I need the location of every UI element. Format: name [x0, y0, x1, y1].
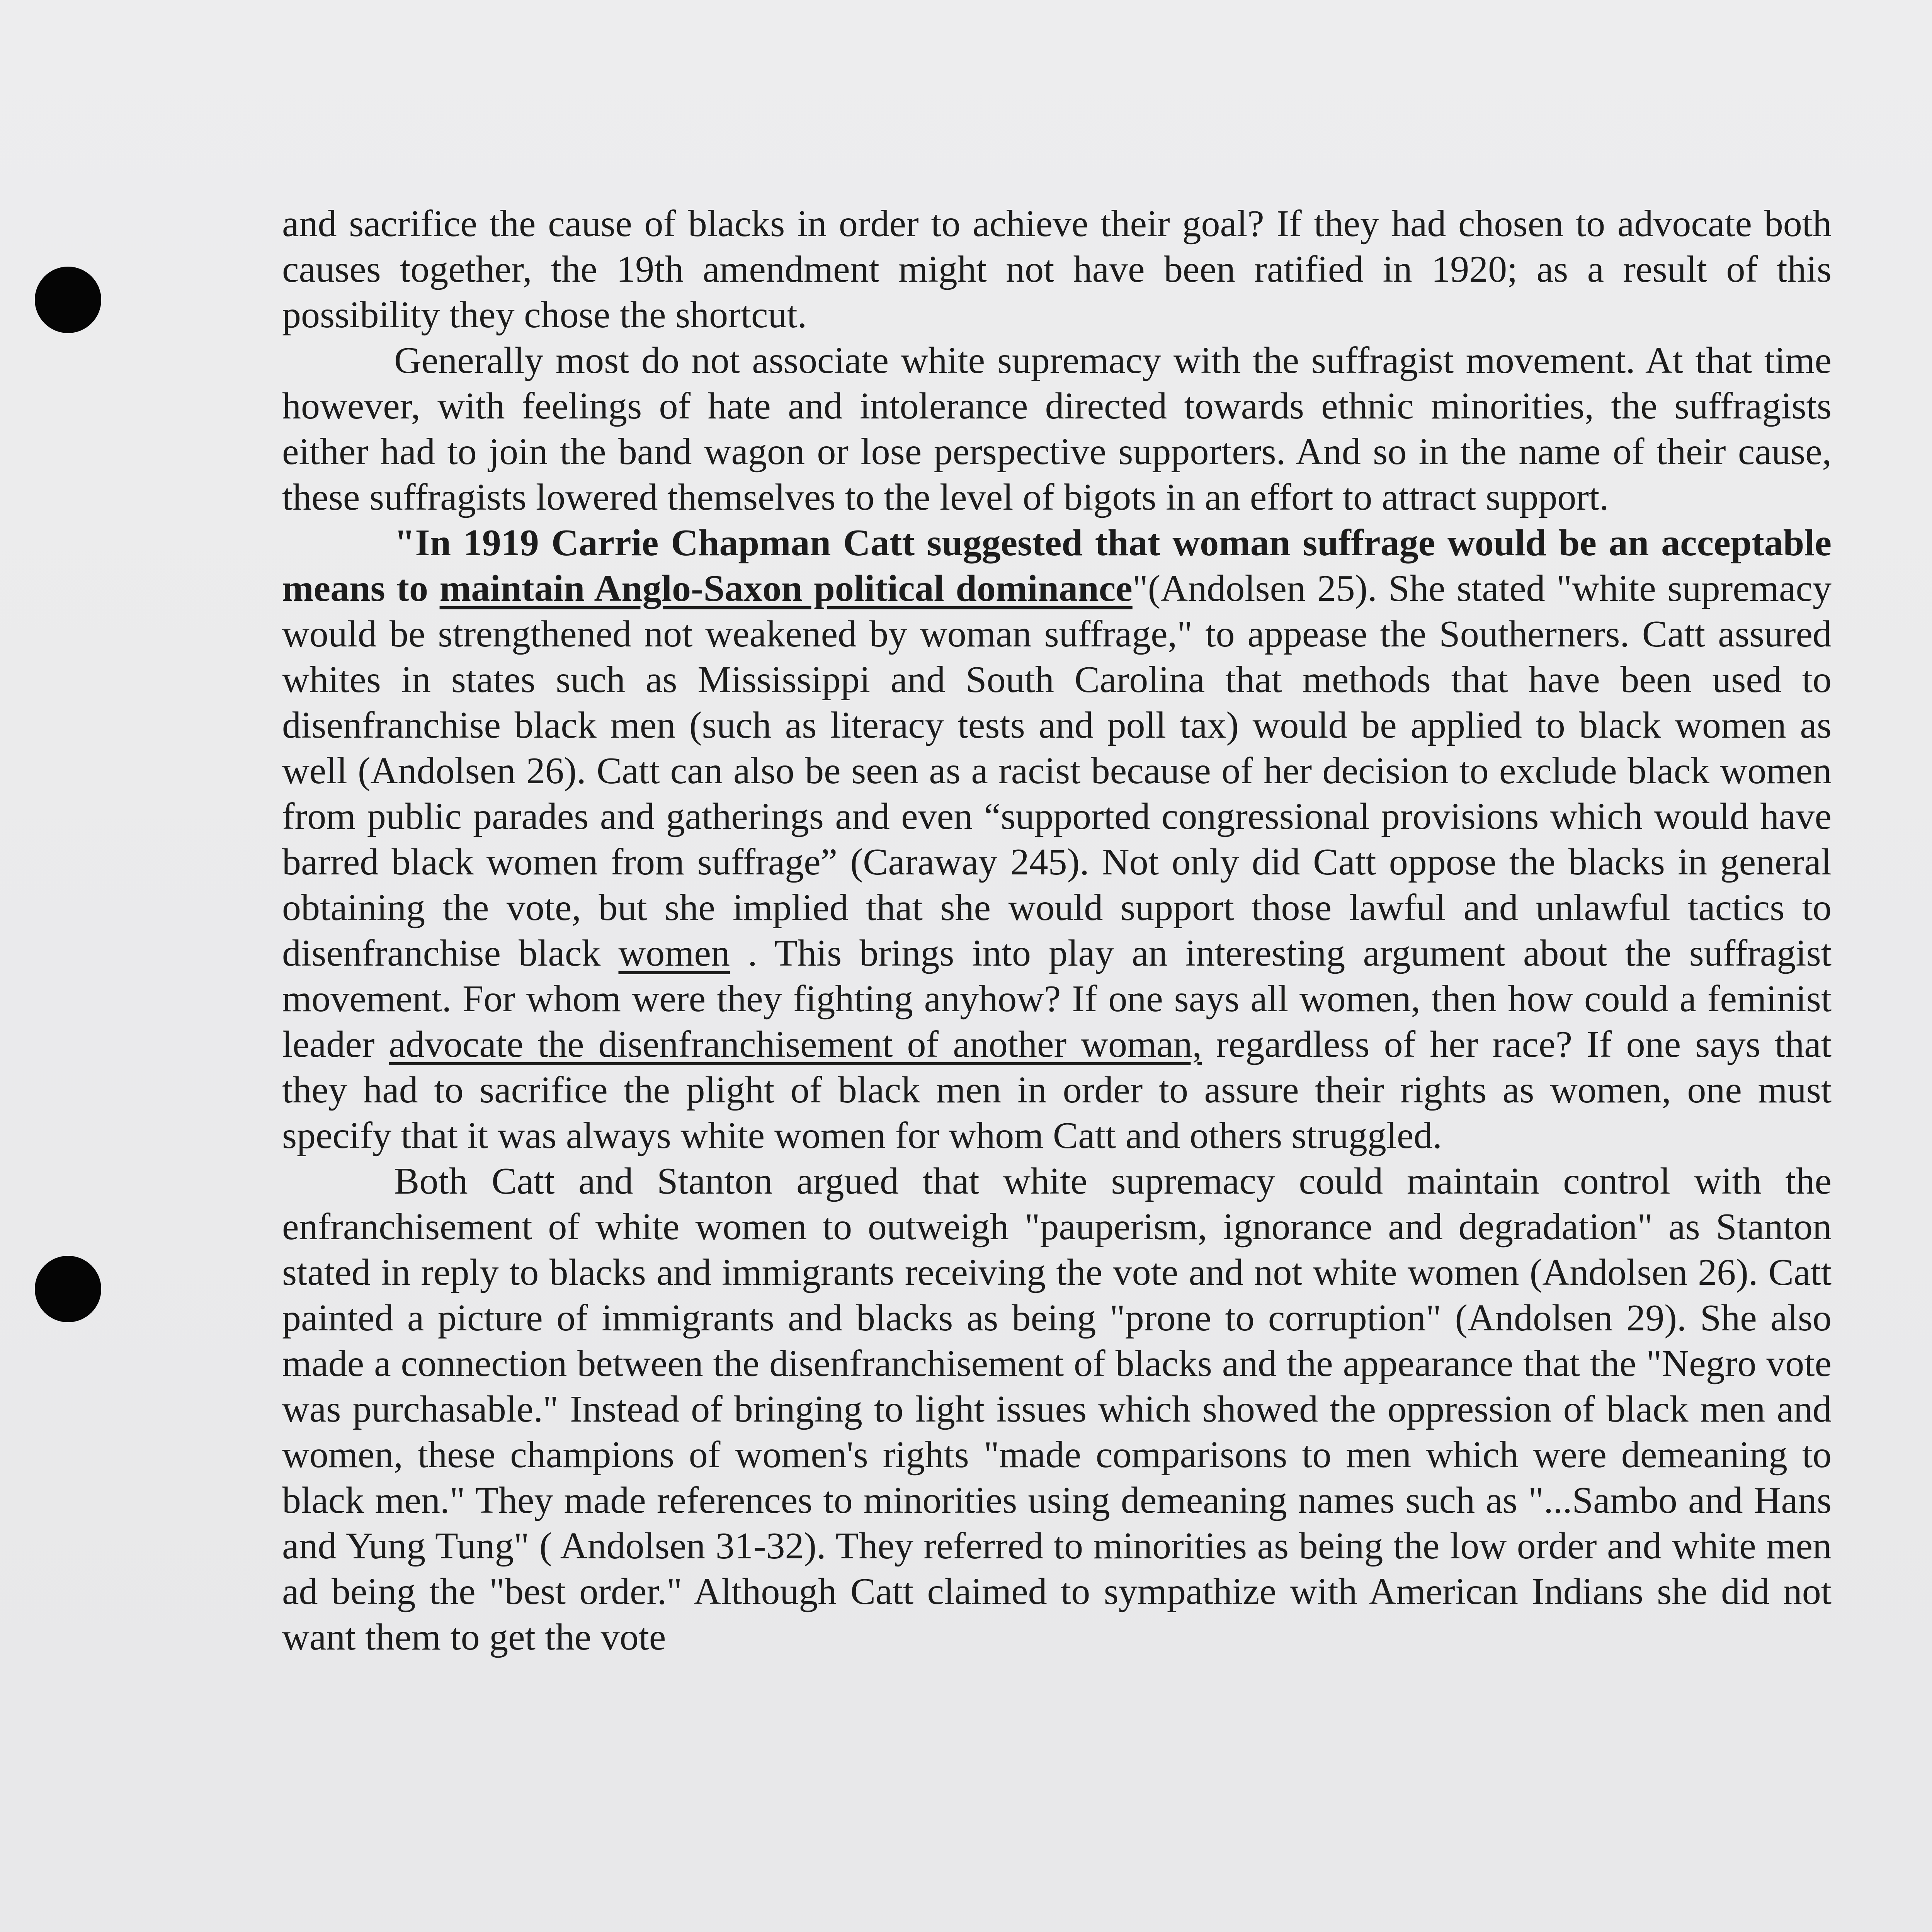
- document-body: [282, 201, 1832, 1660]
- paragraph-2: Generally most do not associate white supremacy with the suffragist movement. At that time however, with feelings of hate and intolerance directed towards ethnic minorities, the suffragists either had to join the band wagon or lose perspective supporters. And so in the name of their cause, these suffragists lowered themselves to the level of bigots in an effort to attract support.: [282, 340, 1832, 518]
- underlined-word-women: women: [618, 932, 730, 974]
- paragraph-3: [282, 520, 1832, 1158]
- paragraph-3-end: regardless of her race? If one says that they had to sacrifice the plight of black men in order to assure their rights as women, one must specify that it was always white women for whom Catt and others struggled.: [282, 1024, 1832, 1156]
- binder-hole-top: [35, 267, 101, 333]
- bold-quote: "In 1919 Carrie Chapman Catt suggested that woman suffrage would be an acceptable means to: [282, 522, 1832, 609]
- paragraph-4: Both Catt and Stanton argued that white supremacy could maintain control with the enfranchisement of white women to outweigh "pauperism, ignorance and degradation" as Stanton stated in reply to blacks and immigrants receiving the vote and not white women (Andolsen 26). Catt painted a picture of immigrants and blacks as being "prone to corruption" (Andolsen 29). She also made a connection between the disenfranchisement of blacks and the appearance that the "Negro vote was purchasable." Instead of bringing to light issues which showed the oppression of black men and women, these champions of women's rights "made comparisons to men which were demeaning to black men." They made references to minorities using demeaning names such as "...Sambo and Hans and Yung Tung" ( Andolsen 31-32). They referred to minorities as being the low order and white men ad being the "best order." Although Catt claimed to sympathize with American Indians she did not want them to get the vote: [282, 1160, 1832, 1658]
- paragraph-3-middle: . This brings into play an interesting argument about the suffragist movement. For whom were they fighting anyhow? If one says all women, then how could a feminist leader: [282, 932, 1832, 1065]
- paragraph-1: and sacrifice the cause of blacks in order to achieve their goal? If they had chosen to advocate both causes together, the 19th amendment might not have been ratified in 1920; as a result of this possibility they chose the shortcut.: [282, 203, 1832, 336]
- quote-continuation: "(Andolsen 25). She stated "white supremacy would be strengthened not weakened by woman suffrage," to appease the Southerners. Catt assured whites in states such as Mississippi and South Carolina that methods that have been used to disenfranchise black men (such as literacy tests and poll tax) would be applied to black women as well (Andolsen 26). Catt can also be seen as a racist because of her decision to exclude black women from public parades and gatherings and even “supported congressional provisions which would have barred black women from suffrage” (Caraway 245). Not only did Catt oppose the blacks in general obtaining the vote, but she implied that she would support those lawful and unlawful tactics to disenfranchise black: [282, 568, 1832, 974]
- underlined-phrase-advocate: advocate the disenfranchisement of another woman,: [389, 1024, 1202, 1065]
- binder-hole-middle: [35, 1256, 101, 1322]
- underlined-phrase-dominance: maintain Anglo-Saxon political dominance: [439, 568, 1133, 609]
